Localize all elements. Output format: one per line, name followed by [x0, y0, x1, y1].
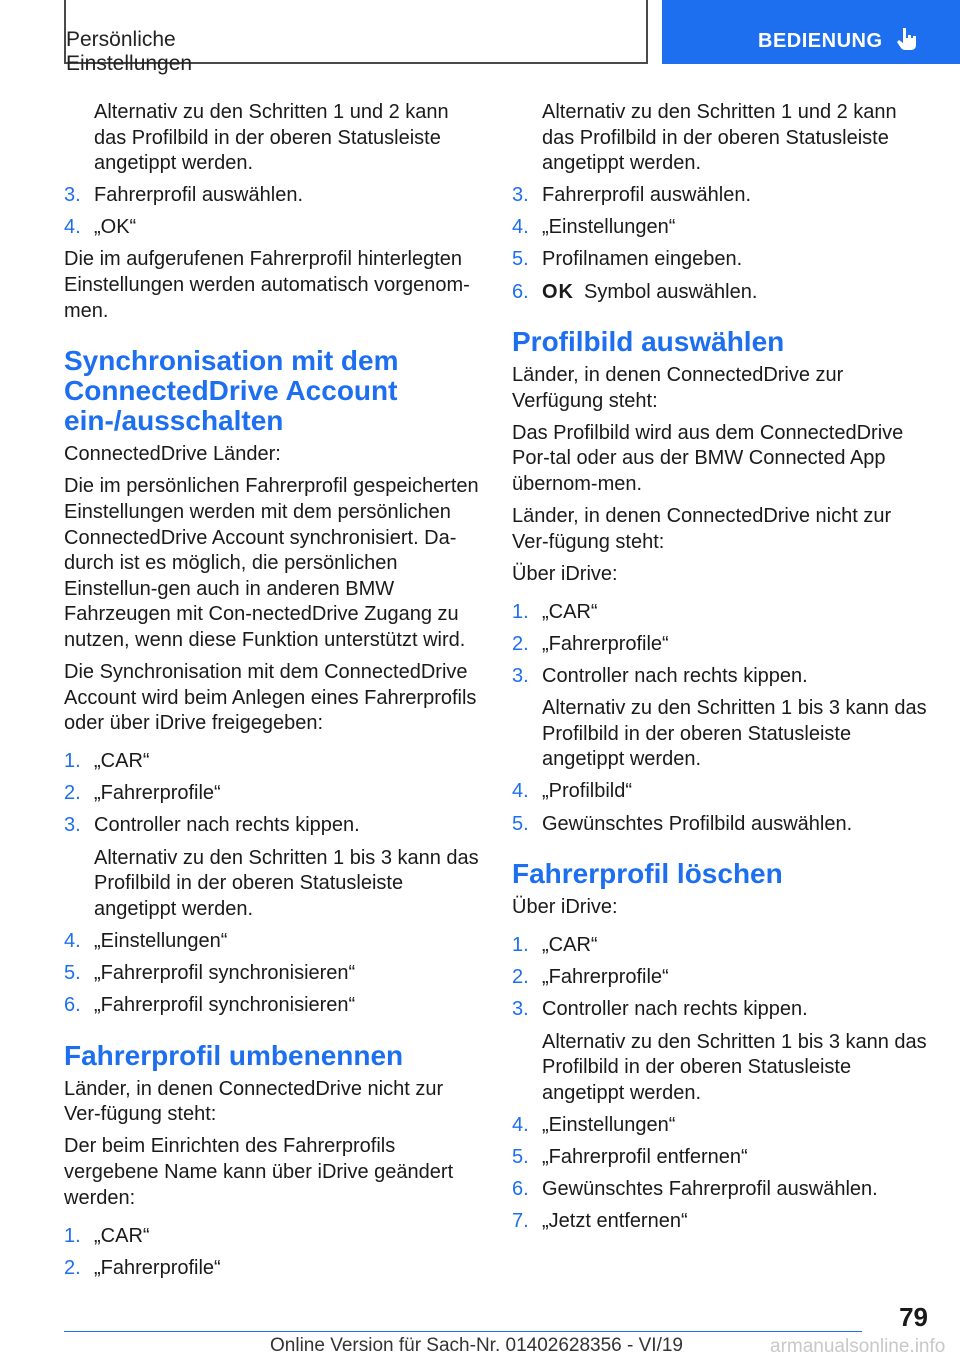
step-number: 6. [512, 1178, 529, 1200]
step-number: 2. [64, 1256, 81, 1279]
step-text: „CAR“ [94, 1224, 150, 1247]
list-item [64, 961, 480, 987]
list-item [512, 1113, 928, 1139]
paragraph: Die im persönlichen Fahrerprofil gespeicherten Einstellungen werden mit dem persönlichen ConnectedDrive Account synchronisiert. Da-durch ist es möglich, die persönlichen Einstellun-gen auch in anderen BMW Fahrzeugen mit Con-nectedDrive Zugang zu nutzen, wenn diese Funktion unterstützt wird. [64, 475, 479, 651]
step-number: 4. [512, 1113, 529, 1136]
list-item [64, 1224, 480, 1250]
left-column [64, 100, 480, 1288]
step-note: Alternativ zu den Schritten 1 bis 3 kann das Profilbild in der oberen Statusleiste angetippt werden. [542, 697, 927, 771]
list-item [512, 247, 928, 273]
step-text: Profilnamen eingeben. [542, 248, 743, 271]
list-item [64, 749, 480, 775]
footer-divider [64, 1331, 862, 1332]
list-item [512, 997, 928, 1023]
paragraph: Länder, in denen ConnectedDrive zur Verfügung steht: [512, 364, 844, 412]
step-number: 1. [64, 1224, 81, 1247]
step-text: „Fahrerprofile“ [542, 633, 669, 655]
step-number: 5. [512, 812, 529, 835]
paragraph: Das Profilbild wird aus dem ConnectedDrive Por-tal oder aus der BMW Connected App übernom-men. [512, 421, 904, 496]
step-number: 4. [64, 929, 81, 952]
section-title: Persönliche Einstellungen [66, 28, 193, 75]
step-text: Fahrerprofil auswählen. [94, 184, 303, 207]
list-item [512, 280, 928, 306]
step-number: 3. [64, 814, 81, 837]
list-item [512, 1209, 928, 1235]
step-text: „Fahrerprofile“ [542, 966, 669, 989]
section-heading-rename: Fahrerprofil umbenennen [64, 1039, 404, 1071]
list-item [512, 215, 928, 241]
step-number: 1. [512, 600, 529, 623]
step-text: Controller nach rechts kippen. [542, 998, 808, 1021]
list-item [512, 600, 928, 626]
step-number: 4. [64, 216, 81, 239]
list-item [64, 929, 480, 955]
list-item [512, 779, 928, 805]
list-item [512, 183, 928, 209]
step-text: „Fahrerprofil synchronisieren“ [94, 961, 356, 984]
step-text: „Fahrerprofile“ [94, 782, 221, 805]
list-item [512, 664, 928, 690]
step-number: 4. [512, 216, 529, 239]
step-text: „CAR“ [542, 934, 598, 957]
chapter-tab-label: BEDIENUNG [758, 30, 883, 52]
step-text: „CAR“ [542, 600, 598, 623]
list-item [64, 993, 480, 1019]
section-heading-profile-picture: Profilbild auswählen [512, 326, 785, 358]
watermark: armanualsonline.info [770, 1336, 946, 1357]
list-item [512, 965, 928, 991]
step-text: „Einstellungen“ [542, 1113, 676, 1136]
page-number: 79 [899, 1302, 928, 1332]
list-item [64, 781, 480, 807]
list-item [64, 813, 480, 839]
step-text: Gewünschtes Profilbild auswählen. [542, 812, 853, 835]
list-item [64, 183, 480, 209]
section-heading-sync: Synchronisation mit dem ConnectedDrive Account ein-/ausschalten [64, 345, 399, 437]
step-number: 3. [64, 184, 81, 207]
step-text: „Profilbild“ [542, 780, 633, 803]
step-text: „CAR“ [94, 750, 150, 773]
hand-pointer-icon [894, 26, 920, 52]
intro-note: Alternativ zu den Schritten 1 und 2 kann das Profilbild in der oberen Statusleiste angetippt werden. [542, 101, 897, 175]
step-number: 5. [512, 1145, 529, 1168]
step-number: 7. [512, 1210, 529, 1233]
step-text: „Einstellungen“ [94, 929, 228, 952]
step-number: 5. [64, 961, 81, 984]
paragraph: ConnectedDrive Länder: [64, 443, 281, 466]
paragraph: Länder, in denen ConnectedDrive nicht zur Ver-fügung steht: [512, 505, 892, 553]
step-text: „Einstellungen“ [542, 216, 676, 239]
step-number: 5. [512, 248, 529, 271]
step-text: Controller nach rechts kippen. [94, 814, 360, 837]
header-section-box [64, 0, 648, 75]
step-number: 6. [64, 994, 81, 1017]
step-number: 3. [512, 998, 529, 1021]
online-version-text: Online Version für Sach-Nr. 01402628356 - VI/19 [270, 1335, 683, 1356]
step-text: „Jetzt entfernen“ [542, 1210, 688, 1233]
step-text: „Fahrerprofil synchronisieren“ [94, 994, 356, 1017]
step-number: 2. [512, 966, 529, 989]
step-note: Alternativ zu den Schritten 1 bis 3 kann das Profilbild in der oberen Statusleiste angetippt werden. [542, 1030, 927, 1104]
paragraph: Über iDrive: [512, 562, 618, 585]
list-item [512, 1145, 928, 1171]
step-text: Fahrerprofil auswählen. [542, 184, 751, 207]
paragraph: Über iDrive: [512, 896, 618, 919]
chapter-tab[interactable] [662, 0, 960, 64]
step-text: „Fahrerprofile“ [94, 1256, 221, 1279]
step-number: 3. [512, 665, 529, 688]
step-text: „Fahrerprofil entfernen“ [542, 1145, 748, 1168]
step-text: Gewünschtes Fahrerprofil auswählen. [542, 1178, 878, 1200]
step-number: 6. [512, 280, 529, 303]
section-heading-delete: Fahrerprofil löschen [512, 858, 783, 890]
paragraph: Der beim Einrichten des Fahrerprofils vergebene Name kann über iDrive geändert werden: [64, 1135, 454, 1209]
list-item [512, 1177, 928, 1203]
paragraph: Die im aufgerufenen Fahrerprofil hinterlegten Einstellungen werden automatisch vorgenom-men. [64, 248, 470, 322]
step-number: 1. [512, 934, 529, 957]
step-number: 2. [64, 782, 81, 805]
ok-symbol-icon: OK [542, 280, 574, 303]
list-item [512, 812, 928, 838]
step-text: Symbol auswählen. [584, 280, 758, 303]
step-text: „OK“ [94, 216, 137, 239]
list-item [512, 632, 928, 658]
step-number: 2. [512, 633, 529, 655]
list-item [512, 933, 928, 959]
step-note: Alternativ zu den Schritten 1 bis 3 kann das Profilbild in der oberen Statusleiste angetippt werden. [94, 846, 479, 920]
list-item [64, 215, 480, 241]
list-item [64, 1256, 480, 1282]
paragraph: Die Synchronisation mit dem ConnectedDrive Account wird beim Anlegen eines Fahrerprofils oder über iDrive freigegeben: [64, 661, 477, 735]
intro-note: Alternativ zu den Schritten 1 und 2 kann das Profilbild in der oberen Statusleiste angetippt werden. [94, 101, 449, 175]
step-number: 1. [64, 750, 81, 773]
right-column [512, 100, 928, 1241]
step-number: 4. [512, 780, 529, 803]
paragraph: Länder, in denen ConnectedDrive nicht zur Ver-fügung steht: [64, 1077, 444, 1126]
step-number: 3. [512, 184, 529, 207]
step-text: Controller nach rechts kippen. [542, 665, 808, 688]
